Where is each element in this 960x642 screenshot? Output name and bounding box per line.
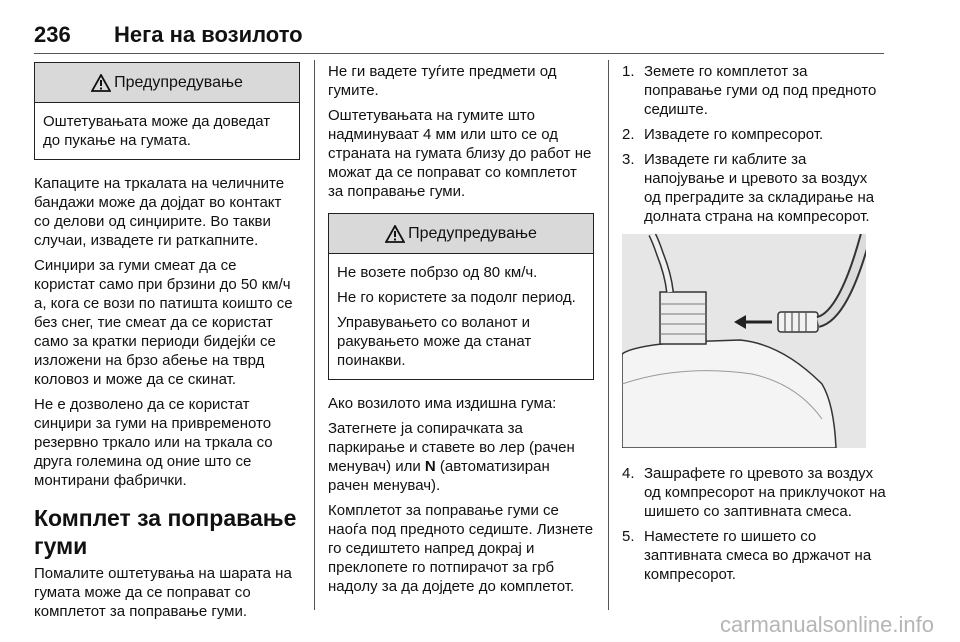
warning-title: Предупредување: [408, 225, 537, 242]
list-item: [622, 150, 888, 226]
paragraph: Ако возилото има издишна гума:: [328, 395, 557, 412]
paragraph: Капаците на тркалата на челичните бандажи може да дојдат во контакт со делови од синџирите. Во такви случаи, извадете ги раткапните.: [34, 175, 285, 249]
step-text: Наместете го шишето со заптивната смеса во држачот на компресорот.: [644, 528, 872, 583]
step-text: Извадете ги каблите за напојување и цревото за воздух од преградите за складирање на долната страна на компресорот.: [644, 151, 875, 225]
column-divider: [608, 60, 609, 610]
watermark: carmanualsonline.info: [719, 612, 934, 637]
list-item: [622, 527, 888, 584]
page-title: Нега на возилото: [114, 22, 303, 47]
paragraph: Не е дозволено да се користат синџири за гуми на привременото резервно тркало или на тркала со друга големина од оние што се монтирани фабрички.: [34, 396, 273, 489]
list-item: [622, 125, 888, 144]
step-number: 4.: [622, 465, 635, 482]
section-paragraph: Помалите оштетувања на шарата на гумата може да се поправат со комплетот за поправање гуми.: [34, 565, 292, 620]
column-1: [34, 62, 300, 627]
paragraph: [328, 419, 594, 495]
step-text: Извадете го компресорот.: [644, 126, 824, 143]
paragraph-text: Затегнете ја сопирачката за паркирање и ставете во лер (рачен менувач) или: [328, 420, 575, 475]
gear-letter: N: [424, 458, 436, 475]
section-title: Комплет за поправање гуми: [34, 505, 297, 559]
column-2: [328, 62, 594, 602]
list-item: [622, 62, 888, 119]
column-divider: [314, 60, 315, 610]
warning-text: Не го користете за подолг период.: [337, 289, 576, 306]
step-text: Земете го комплетот за поправање гуми од под предното седиште.: [644, 63, 877, 118]
warning-text: Оштетувањата може да доведат до пукање на гумата.: [43, 113, 271, 149]
column-3: [622, 62, 888, 590]
warning-text: Не возете побрзо од 80 км/ч.: [337, 264, 538, 281]
paragraph: Синџири за гуми смеат да се користат само при брзини до 50 км/ч a, кога се вози по патишта коишто се без снег, тие смеат да се користат само за кратки периоди бидејќи се изложени на брзо абење на тврд коловоз и може да се скинат.: [34, 257, 293, 388]
step-number: 5.: [622, 528, 635, 545]
warning-box: [328, 213, 594, 380]
warning-triangle-icon: [91, 74, 111, 92]
warning-box: [34, 62, 300, 160]
warning-header: [329, 214, 593, 254]
paragraph: Не ги вадете туѓите предмети од гумите.: [328, 63, 557, 99]
warning-header: [35, 63, 299, 103]
step-number: 3.: [622, 151, 635, 168]
step-number: 2.: [622, 126, 635, 143]
steps-list: [622, 464, 888, 584]
step-text: Зашрафете го цревото за воздух од компресорот на приклучокот на шишето со заптивната смеса.: [644, 465, 886, 520]
compressor-hose-illustration-icon: [622, 234, 866, 448]
paragraph: Оштетувањата на гумите што надминуваат 4 мм или што се од страната на гумата близу до работ не можат да се поправат со комплетот за поправање гуми.: [328, 107, 592, 200]
list-item: [622, 464, 888, 521]
gear-suffix: (автоматизиран рачен менувач).: [328, 458, 550, 494]
warning-title: Предупредување: [114, 74, 243, 91]
paragraph: Комплетот за поправање гуми се наоѓа под предното седиште. Лизнете го седиштето напред докрај и преклопете го потпирачот за грб надолу за да дојдете до комплетот.: [328, 502, 594, 595]
step-number: 1.: [622, 63, 635, 80]
steps-list: [622, 62, 888, 226]
warning-triangle-icon: [385, 225, 405, 243]
page-number: 236: [34, 22, 71, 47]
page-header: [34, 20, 884, 54]
warning-text: Управувањето со воланот и ракувањето може да станат поинакви.: [337, 314, 532, 369]
